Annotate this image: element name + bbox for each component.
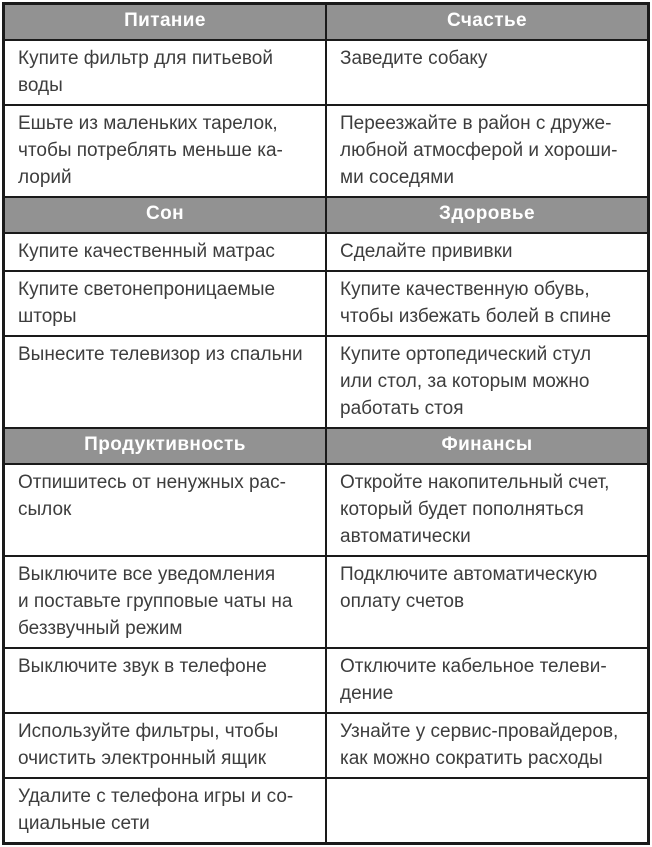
advice-table xyxy=(2,2,650,845)
table-cell: Отпишитесь от ненужных рас- сылок xyxy=(4,464,327,556)
table-cell: Удалите с телефона игры и со- циальные сети xyxy=(4,778,327,844)
table-row xyxy=(4,464,649,556)
table-row xyxy=(4,233,649,271)
section-productivity-finance xyxy=(4,428,649,844)
section-header-row xyxy=(4,197,649,233)
table-cell: Выключите звук в телефоне xyxy=(4,648,327,713)
table-cell: Выключите все уведомления и поставьте групповые чаты на беззвучный режим xyxy=(4,556,327,648)
section-header-row xyxy=(4,428,649,464)
table-row xyxy=(4,105,649,197)
table-cell: Купите светонепроницаемые шторы xyxy=(4,271,327,336)
table-row xyxy=(4,336,649,428)
header-cell-happiness: Счастье xyxy=(326,4,649,41)
table-row xyxy=(4,713,649,778)
table-cell: Купите ортопедический стул или стол, за которым можно работать стоя xyxy=(326,336,649,428)
table-cell: Переезжайте в район с друже- любной атмосферой и хороши- ми соседями xyxy=(326,105,649,197)
section-header-row xyxy=(4,4,649,41)
table-cell xyxy=(326,778,649,844)
table-cell: Узнайте у сервис-провайдеров, как можно сократить расходы xyxy=(326,713,649,778)
table-cell: Купите качественный матрас xyxy=(4,233,327,271)
table-cell: Сделайте прививки xyxy=(326,233,649,271)
section-nutrition-happiness xyxy=(4,4,649,198)
table-cell: Отключите кабельное телеви- дение xyxy=(326,648,649,713)
table-row xyxy=(4,556,649,648)
header-cell-nutrition: Питание xyxy=(4,4,327,41)
table-cell: Используйте фильтры, чтобы очистить электронный ящик xyxy=(4,713,327,778)
section-sleep-health xyxy=(4,197,649,428)
table-cell: Подключите автоматическую оплату счетов xyxy=(326,556,649,648)
table-row xyxy=(4,271,649,336)
table-cell: Заведите собаку xyxy=(326,40,649,105)
header-cell-sleep: Сон xyxy=(4,197,327,233)
table-row xyxy=(4,778,649,844)
table-cell: Ешьте из маленьких тарелок, чтобы потреблять меньше ка- лорий xyxy=(4,105,327,197)
header-cell-productivity: Продуктивность xyxy=(4,428,327,464)
table-cell: Купите качественную обувь, чтобы избежать болей в спине xyxy=(326,271,649,336)
table-cell: Купите фильтр для питьевой воды xyxy=(4,40,327,105)
header-cell-health: Здоровье xyxy=(326,197,649,233)
table-row xyxy=(4,40,649,105)
header-cell-finance: Финансы xyxy=(326,428,649,464)
table-cell: Вынесите телевизор из спальни xyxy=(4,336,327,428)
table-row xyxy=(4,648,649,713)
table-cell: Откройте накопительный счет, который будет пополняться автоматически xyxy=(326,464,649,556)
